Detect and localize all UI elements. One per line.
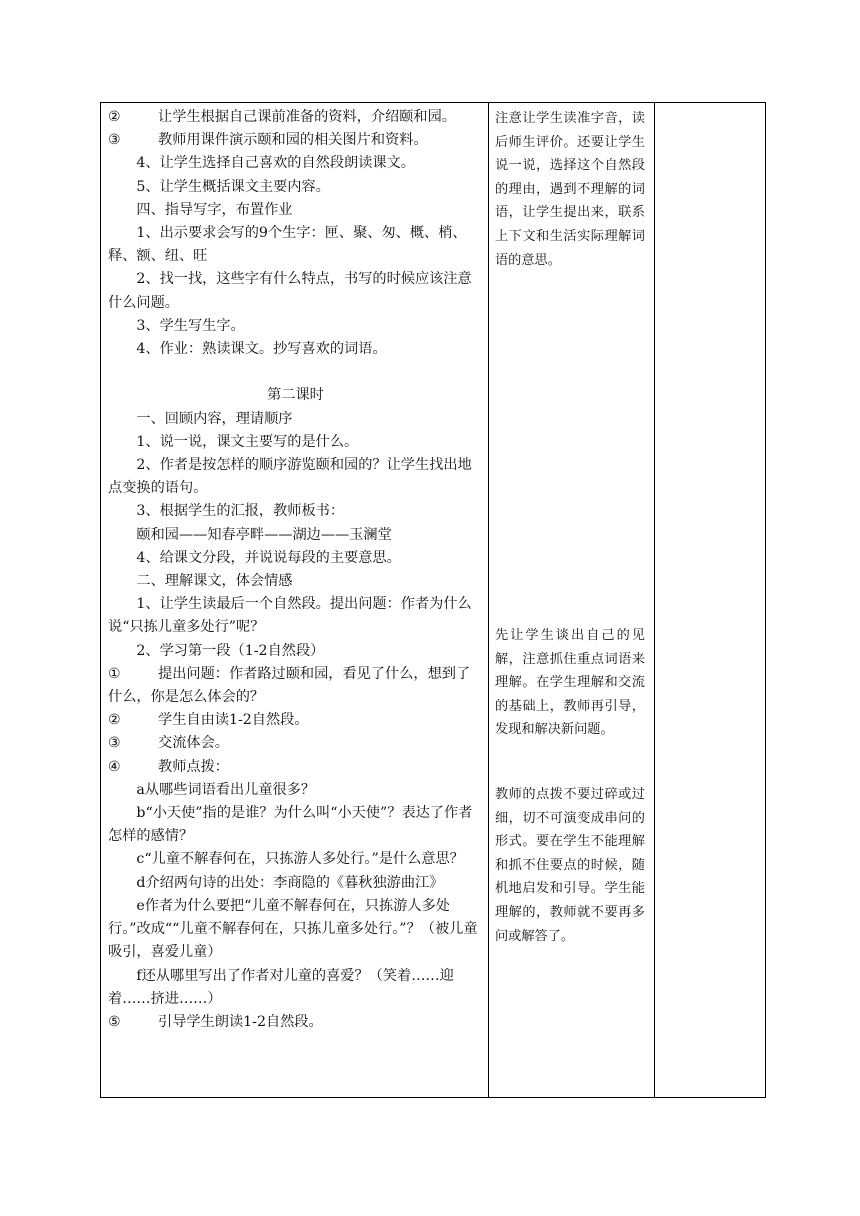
paragraph-line: d介绍两句诗的出处：李商隐的《暮秋独游曲江》 <box>136 874 444 891</box>
blank-line <box>108 361 483 384</box>
teaching-process-column <box>108 106 483 1034</box>
step-marker: ③ <box>108 132 121 149</box>
teaching-note-3: 教师的点拨不要过碎或过细，切不可演变成串问的形式。要在学生不能理解和抓不住要点的时候，随机地启发和引导。学生能理解的，教师就不要再多问或解答了。 <box>495 787 645 944</box>
step-text: 教师用课件演示颐和园的相关图片和资料。 <box>158 132 428 149</box>
paragraph-line: 4、让学生选择自己喜欢的自然段朗读课文。 <box>136 155 415 172</box>
paragraph-line: 2、作者是按怎样的顺序游览颐和园的？让学生找出地点变换的语句。 <box>108 457 472 497</box>
paragraph-line: c“儿童不解春何在，只拣游人多处行。”是什么意思？ <box>136 851 464 868</box>
numbered-step <box>108 663 483 709</box>
paragraph-line: f还从哪里写出了作者对儿童的喜爱？（笑着……迎着……挤进……） <box>108 967 454 1007</box>
numbered-step <box>108 709 483 732</box>
paragraph-line: 颐和园——知春亭畔——湖边——玉澜堂 <box>136 526 392 543</box>
teaching-note-2: 先让学生谈出自己的见解，注意抓住重点词语来理解。在学生理解和交流的基础上，教师再引导，发现和解决新问题。 <box>495 628 645 738</box>
column-divider <box>488 103 489 1097</box>
column-divider <box>654 103 655 1097</box>
step-text: 引导学生朗读1-2自然段。 <box>158 1013 323 1030</box>
paragraph-line: a从哪些词语看出儿童很多？ <box>136 781 316 798</box>
paragraph-line: e作者为什么要把“儿童不解春何在，只拣游人多处行。”改成““儿童不解春何在，只拣儿童多处行。”？（被儿童吸引，喜爱儿童） <box>108 897 478 961</box>
numbered-step <box>108 1011 483 1034</box>
paragraph-line: 1、让学生读最后一个自然段。提出问题：作者为什么说“只拣儿童多处行”呢？ <box>108 596 472 636</box>
paragraph-line: 2、找一找，这些字有什么特点，书写的时候应该注意什么问题。 <box>108 271 472 311</box>
paragraph-line: 四、指导写字，布置作业 <box>136 201 293 218</box>
step-marker: ① <box>108 665 121 682</box>
paragraph-line: 1、出示要求会写的9个生字：匣、聚、匆、概、梢、释、额、纽、旺 <box>108 225 467 265</box>
numbered-step <box>108 756 483 779</box>
lesson1-steps <box>108 106 483 361</box>
paragraph-line: 一、回顾内容，理请顺序 <box>136 410 293 427</box>
paragraph-line: 5、让学生概括课文主要内容。 <box>136 178 330 195</box>
paragraph-line: 3、根据学生的汇报，教师板书： <box>136 503 345 520</box>
step-marker: ② <box>108 712 121 729</box>
paragraph-line: 二、理解课文，体会情感 <box>136 573 293 590</box>
step-text: 学生自由读1-2自然段。 <box>158 712 309 729</box>
step-text: 让学生根据自己课前准备的资料，介绍颐和园。 <box>158 109 456 125</box>
paragraph-line: b“小天使”指的是谁？为什么叫“小天使”？表达了作者怎样的感情？ <box>108 805 473 845</box>
step-marker: ⑤ <box>108 1013 121 1030</box>
numbered-step <box>108 732 483 755</box>
step-text: 教师点拨： <box>158 758 229 775</box>
paragraph-line: 3、学生写生字。 <box>136 317 245 334</box>
teaching-note-1: 注意让学生读准字音，读后师生评价。还要让学生说一说，选择这个自然段的理由，遇到不理解的词语，让学生提出来，联系上下文和生活实际理解词语的意思。 <box>495 111 645 268</box>
lesson2-title: 第二课时 <box>267 387 324 404</box>
lesson-plan-table <box>100 102 766 1098</box>
step-text: 交流体会。 <box>158 735 229 752</box>
step-marker: ③ <box>108 735 121 752</box>
paragraph-line: 4、作业：熟读课文。抄写喜欢的词语。 <box>136 341 387 358</box>
paragraph-line: 2、学习第一段（1-2自然段） <box>136 642 325 659</box>
step-text: 提出问题：作者路过颐和园，看见了什么，想到了什么，你是怎么体会的？ <box>108 665 471 706</box>
step-marker: ② <box>108 109 121 125</box>
numbered-step <box>108 129 483 152</box>
step-marker: ④ <box>108 758 121 775</box>
paragraph-line: 4、给课文分段，并说说每段的主要意思。 <box>136 549 401 566</box>
paragraph-line: 1、说一说，课文主要写的是什么。 <box>136 433 359 450</box>
lesson2-steps <box>108 408 483 1034</box>
numbered-step <box>108 106 483 129</box>
